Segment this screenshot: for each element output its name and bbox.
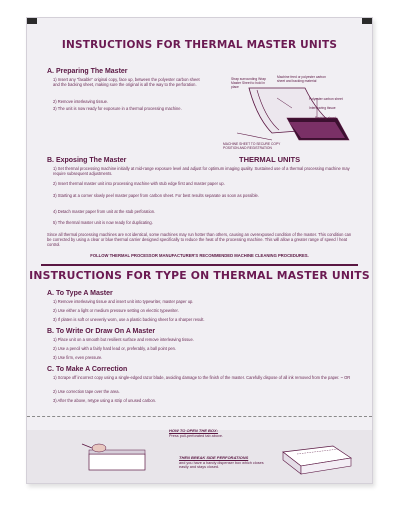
howto-step2-title: THEN BREAK SIDE PERFORATIONS	[179, 455, 249, 460]
type-c-heading: C. To Make A Correction	[47, 366, 128, 373]
instruction-sheet	[26, 17, 373, 484]
top-left-tab	[27, 18, 37, 24]
diagram-label-machine-sheet: Machine feed or polyester carbon sheet and backing material	[277, 75, 326, 83]
diagram-label-polyester: Polyester carbon sheet	[309, 97, 343, 101]
howto-step2-text: and you have a handy dispenser box which closes easily and stays closed.	[179, 460, 264, 469]
section-divider	[41, 264, 358, 266]
section-b-heading: B. Exposing The Master	[47, 157, 127, 164]
type-a-item-2: 2) Use either a light or medium pressure setting on electric typewriter.	[53, 308, 179, 313]
section-b-item-3: 3) Starting at a corner slowly peel master paper from carbon sheet. For best results separate as soon as possible.	[53, 193, 259, 198]
section-b-item-2: 2) Insert thermal master unit into processing machine with stub edge first and master paper up.	[53, 181, 225, 186]
diagram-label-bottom: MACHINE SHEET TO SECURE COPY POSITION AND REGISTRATION	[223, 142, 281, 150]
top-right-tab	[362, 18, 372, 24]
thermal-title: INSTRUCTIONS FOR THERMAL MASTER UNITS	[61, 39, 338, 51]
dispenser-box-illustration	[277, 438, 357, 478]
section-a-item-3: 3) The unit is now ready for exposure in a thermal processing machine.	[53, 106, 182, 111]
type-c-item-2: 2) Use correction tape over the area.	[53, 389, 120, 394]
type-a-heading: A. To Type A Master	[47, 290, 113, 297]
type-a-item-1: 1) Remove interleaving tissue and insert unit into typewriter, master paper up.	[53, 299, 194, 304]
section-a-item-1: 1) Insert any "faxable" original copy, face up, between the polyester carbon sheet and the backing sheet, making sure the original is all the way to the perforation.	[53, 77, 200, 88]
diagram-label-interleaving: Interleaving tissue	[309, 106, 336, 110]
diagram-label-backing: Backing sheet	[315, 116, 336, 120]
section-a-item-2: 2) Remove interleaving tissue.	[53, 99, 109, 104]
type-b-item-2: 2) Use a pencil with a fairly hard lead or, preferably, a ball point pen.	[53, 346, 177, 351]
howto-step1	[169, 429, 249, 438]
howto-step1-text: Press pull-perforated tab above.	[169, 433, 224, 438]
section-b-item-1: 1) Set thermal processing machine initially at mid-range exposure level and adjust for optimum imaging quality. Sustained use of a thermal processing machine may require subsequent adjustments.	[53, 166, 350, 177]
section-b-item-5: 5) The thermal master unit is now ready for duplicating.	[53, 220, 153, 225]
type-b-item-3: 3) Use firm, even pressure.	[53, 355, 103, 360]
tear-perforation	[27, 416, 372, 417]
section-a-heading: A. Preparing The Master	[47, 68, 128, 75]
type-c-item-1: 1) Scrape off incorrect copy using a single-edged razor blade, avoiding damage to the finish of the master. Carefully dispose of all ink removed from the paper. ~ OR	[53, 375, 351, 380]
type-b-heading: B. To Write Or Draw On A Master	[47, 328, 156, 335]
diagram-label-strap: Strap surrounding Wrap Master Sheet to hold in place	[231, 77, 266, 89]
type-a-item-3: 3) If platen is soft or unevenly worn, use a plastic backing sheet for a sharper result.	[53, 317, 205, 322]
howto-title: HOW TO OPEN THE BOX:	[169, 428, 219, 433]
diagram-title: THERMAL UNITS	[239, 155, 301, 164]
section-b-item-4: 4) Detach master paper from unit at the stub perforation.	[53, 209, 156, 214]
typeon-title: INSTRUCTIONS FOR TYPE ON THERMAL MASTER UNITS	[29, 269, 370, 282]
type-b-item-1: 1) Place unit on a smooth but resilient surface and remove interleaving tissue.	[53, 337, 194, 342]
box-open-illustration	[77, 438, 157, 478]
howto-step2	[179, 456, 269, 470]
type-c-item-3: 3) After the above, retype using a strip of unused carbon.	[53, 398, 157, 403]
cleaning-note: FOLLOW THERMAL PROCESSOR MANUFACTURER'S RECOMMENDED MACHINE CLEANING PROCEDURES.	[90, 253, 309, 258]
section-b-caution: Since all thermal processing machines are not identical, some machines may run hotter than others, causing an overexposed condition of the master. This condition can be corrected by using a clear or blue thermal carrier designed specifically to reduce the heat of the processing machine. This will allow a greater range of speed / heat control.	[47, 232, 352, 248]
